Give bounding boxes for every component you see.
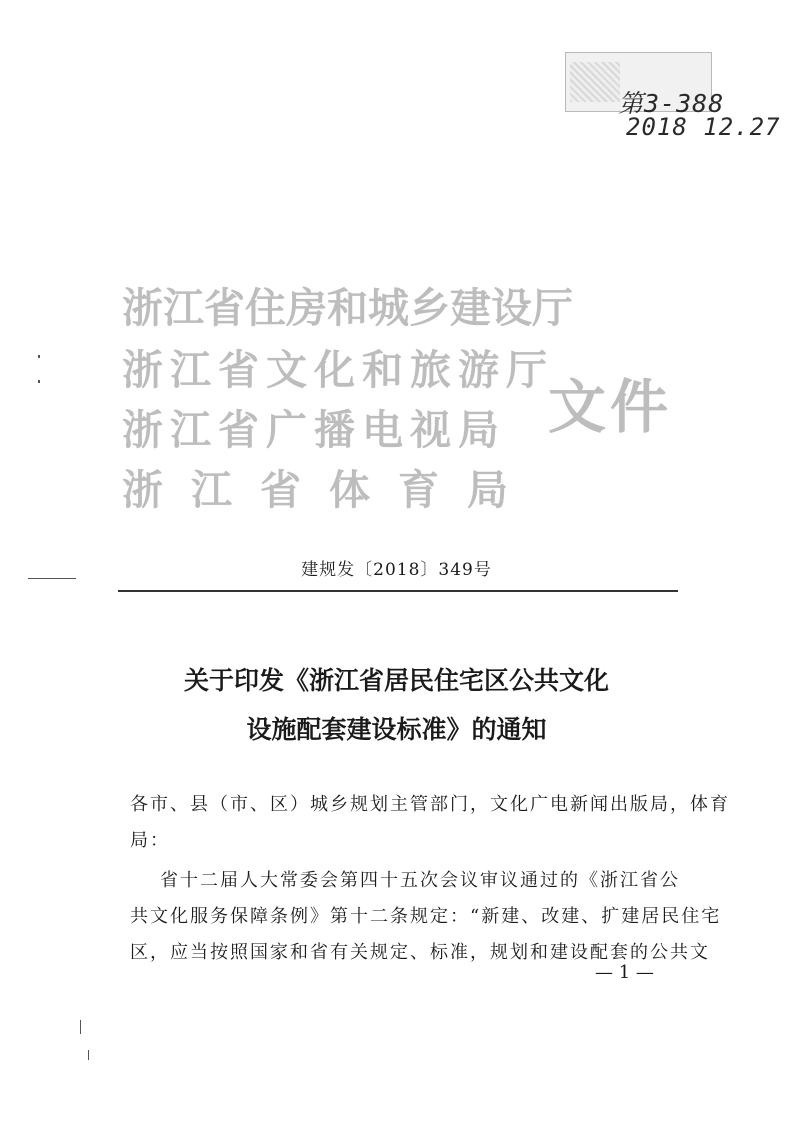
agency-broadcast: 浙江省广播电视局 <box>122 406 506 454</box>
margin-mark <box>28 578 76 579</box>
agency-culture-tourism: 浙江省文化和旅游厅 <box>122 346 554 394</box>
handwritten-number: 第3-388 <box>618 89 725 118</box>
agency-housing: 浙江省住房和城乡建设厅 <box>122 284 573 332</box>
page-number: — 1 — <box>595 962 654 983</box>
addressee-line-2: 局： <box>130 830 170 851</box>
stamp-shading <box>570 62 620 102</box>
scan-speck <box>80 1020 81 1034</box>
addressee-line-1: 各市、县（市、区）城乡规划主管部门，文化广电新闻出版局，体育 <box>130 794 730 815</box>
title-line-2: 设施配套建设标准》的通知 <box>246 715 547 744</box>
header-divider <box>118 590 678 592</box>
scan-speck <box>38 380 40 383</box>
body-line-3: 区，应当按照国家和省有关规定、标准，规划和建设配套的公共文 <box>130 942 710 963</box>
document-suffix: 文件 <box>548 373 673 441</box>
body-line-2: 共文化服务保障条例》第十二条规定：“新建、改建、扩建居民住宅 <box>130 906 722 927</box>
document-number: 建规发〔2018〕349号 <box>301 560 492 580</box>
title-line-1: 关于印发《浙江省居民住宅区公共文化 <box>183 666 609 695</box>
body-line-1: 省十二届人大常委会第四十五次会议审议通过的《浙江省公 <box>160 870 680 891</box>
agency-sports: 浙江省体育局 <box>122 466 536 514</box>
scan-speck <box>38 355 40 358</box>
scan-speck <box>88 1050 89 1060</box>
handwritten-date: 2018 12.27 <box>626 113 781 141</box>
